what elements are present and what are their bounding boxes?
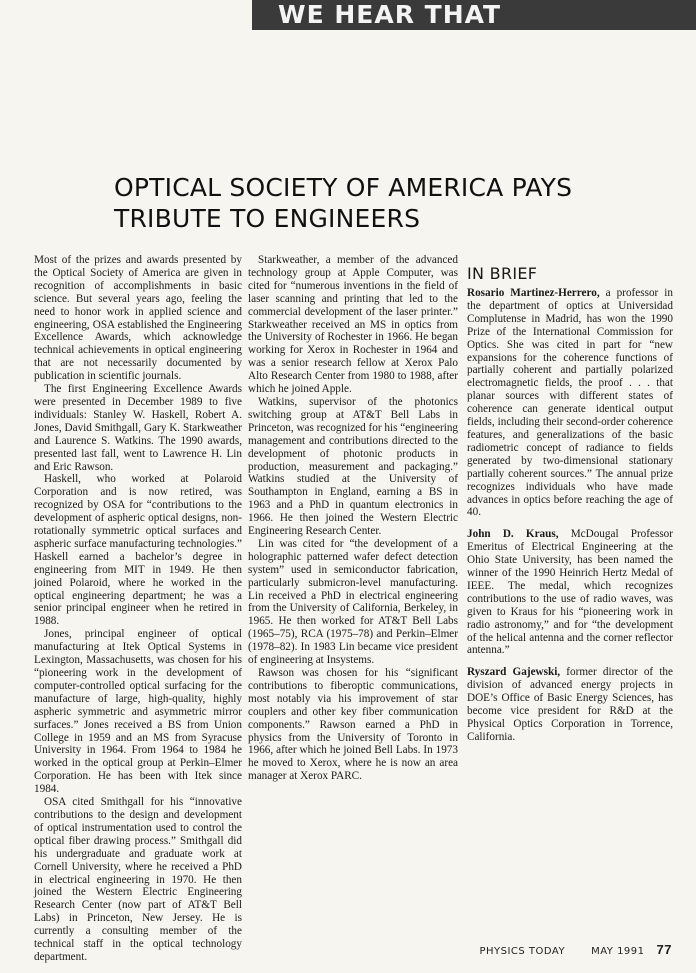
article-paragraph-7: Watkins, supervisor of the photonics switching group at AT&T Bell Labs in Princeton, was recognized for his “engineering management and contributions directed to the development of photonic products in production, measurement and packaging.” Watkins studied at the University of Southampton in England, earning a BS in 1963 and a PhD in quantum electronics in 1966. He then joined the Western Electric Engineering Research Center. <box>248 395 459 538</box>
article-column-2 <box>248 254 458 914</box>
article-paragraph-5: OSA cited Smithgall for his “innovative contributions to the design and development of optical instrumentation used to control the optical fiber drawing process.” Smithgall did his undergraduate and graduate work at Cornell University, where he received a PhD in electrical engineering in 1970. He then joined the Western Electric Engineering Research Center (now part of AT&T Bell Labs) in Princeton, New Jersey. He is currently a consulting member of the technical staff in the optical technology department. <box>34 796 242 963</box>
in-brief-heading: IN BRIEF <box>467 264 538 283</box>
in-brief-column <box>467 254 673 854</box>
headline-line-2: TRIBUTE TO ENGINEERS <box>114 204 421 233</box>
brief-name-3: Ryszard Gajewski, <box>467 666 561 679</box>
article-column-1 <box>34 254 242 963</box>
article-paragraph-8: Lin was cited for “the development of a holographic patterned wafer defect detection system” used in semiconductor fabrication, particularly submicron-level manufacturing. Lin received a PhD in electrical engineering from the University of California, Berkeley, in 1965. He then worked for AT&T Bell Labs (1965–75), RCA (1975–78) and Perkin–Elmer (1978–82). In 1983 Lin became vice president of engineering at Insystems. <box>248 537 458 667</box>
brief-item-3 <box>467 666 673 743</box>
article-headline <box>114 172 674 234</box>
brief-item-1 <box>467 287 673 519</box>
article-paragraph-3: Haskell, who worked at Polaroid Corporation and is now retired, was recognized by OSA for “contributions to the development of aspheric optical designs, non-rotationally symmetric optical surfaces and aspheric surface manufacturing technologies.” Haskell earned a bachelor’s degree in engineering from MIT in 1949. He then joined Polaroid, where he worked in the optical engineering department; he was a senior principal engineer when he retired in 1988. <box>34 473 242 628</box>
article-paragraph-2: The first Engineering Excellence Awards were presented in December 1989 to five individuals: Stanley W. Haskell, Robert A. Jones, David Smithgall, Gary K. Starkweather and Laurence S. Watkins. The 1990 awards, presented last fall, went to Lawrence H. Lin and Eric Rawson. <box>34 383 242 473</box>
page-footer <box>479 942 672 957</box>
article-paragraph-9: Rawson was chosen for his “significant contributions to fiberoptic communications, most notably via his improvement of star couplers and other key fiber communication components.” Rawson earned a PhD in physics from the University of Toronto in 1966, after which he joined Bell Labs. In 1973 he moved to Xerox, where he is now an area manager at Xerox PARC. <box>248 667 458 783</box>
article-paragraph-1: Most of the prizes and awards presented by the Optical Society of America are given in recognition of accomplishments in basic science. But several years ago, feeling the need to honor work in applied science and engineering, OSA established the Engineering Excellence Awards, which acknowledge technical achievements in optical engineering that are not necessarily documented by publication in scientific journals. <box>34 254 242 383</box>
footer-magazine: PHYSICS TODAY <box>479 946 566 957</box>
footer-date: MAY 1991 <box>591 946 645 957</box>
brief-item-2 <box>467 528 673 657</box>
article-paragraph-6: Starkweather, a member of the advanced technology group at Apple Computer, was cited for “numerous inventions in the field of laser scanning and printing that led to the commercial development of the laser printer.” Starkweather received an MS in optics from the University of Rochester in 1966. He began working for Xerox in Rochester in 1964 and was a senior research fellow at Xerox Palo Alto Research Center from 1980 to 1988, after which he joined Apple. <box>248 254 458 396</box>
page-number: 77 <box>656 942 672 957</box>
brief-text-1: a professor in the department of optics at Universidad Complutense in Madrid, has won the 1990 Prize of the International Commission for Optics. She was cited in part for “new expansions for the coherence functions of partially coherent and partially polarized electromagnetic fields, the proof . . . that planar sources with different states of coherence can generate identical output fields, including their second-order coherence features, and generalizations of the basic radiometric concept of radiance to fields generated by two-dimensional stationary partially coherent sources.” The annual prize recognizes individuals who have made advances in optics before reaching the age of 40. <box>467 287 673 519</box>
brief-text-2: McDougal Professor Emeritus of Electrical Engineering at the Ohio State University, has been named the winner of the 1990 Heinrich Hertz Medal of IEEE. The medal, which recognizes contributions to the use of radio waves, was given to Kraus for his “pioneering work in radio astronomy,” and for “the development of the helical antenna and the corner reflector antenna.” <box>467 528 673 657</box>
brief-name-2: John D. Kraus, <box>467 528 559 541</box>
brief-name-1: Rosario Martinez-Herrero, <box>467 287 600 299</box>
headline-line-1: OPTICAL SOCIETY OF AMERICA PAYS <box>114 173 573 202</box>
article-paragraph-4: Jones, principal engineer of optical manufacturing at Itek Optical Systems in Lexington, Massachusetts, was chosen for his “pioneering work in the development of computer-controlled optical surfacing for the manufacture of large, high-quality, highly aspheric symmetric and asymmetric mirror surfaces.” Jones received a BS from Union College in 1959 and an MS from Syracuse University in 1964. From 1964 to 1984 he worked in the optical group at Perkin–Elmer Corporation. He has been with Itek since 1984. <box>34 628 242 796</box>
brief-text-3: former director of the division of advanced energy projects in DOE’s Office of Basic Energy Sciences, has become vice president for R&D at the Physical Optics Corporation in Torrence, California. <box>467 666 673 743</box>
section-banner: WE HEAR THAT <box>252 0 696 30</box>
